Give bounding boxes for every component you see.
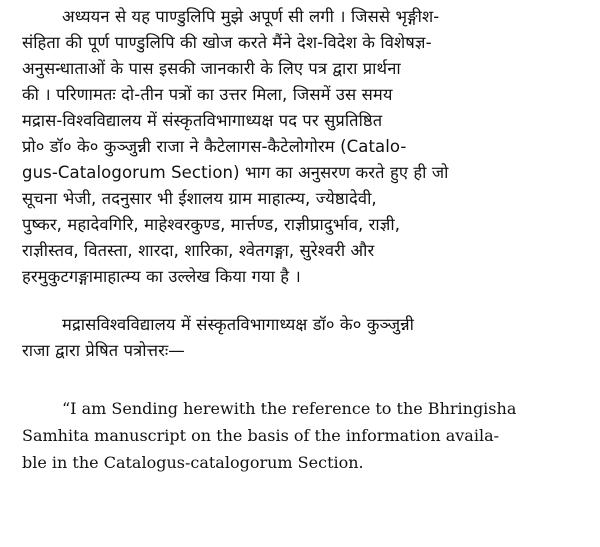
paragraph-1-line-9: पुष्कर, महादेवगिरि, माहेश्वरकुण्ड, मार्त्तण्ड, राज्ञीप्रादुर्भाव, राज्ञी, — [22, 215, 401, 234]
paragraph-1-line-4: की । परिणामतः दो-तीन पत्रों का उत्तर मिला, जिसमें उस समय — [22, 85, 393, 104]
paragraph-1-line-10: राज्ञीस्तव, वितस्ता, शारदा, शारिका, श्वेतगङ्गा, सुरेश्वरी और — [22, 241, 375, 260]
quote-line-3: ble in the Catalogus-catalogorum Section. — [22, 453, 364, 472]
paragraph-1-line-3: अनुसन्धाताओं के पास इसकी जानकारी के लिए पत्र द्वारा प्रार्थना — [22, 59, 401, 78]
quote-line-1: “I am Sending herewith the reference to the Bhringisha — [62, 399, 517, 418]
paragraph-1-line-11: हरमुकुटगङ्गामाहात्म्य का उल्लेख किया गया है । — [22, 267, 301, 286]
paragraph-1-line-8: सूचना भेजी, तदनुसार भी ईशालय ग्राम माहात्म्य, ज्येष्ठादेवी, — [22, 189, 377, 208]
paragraph-2-line-2: राजा द्वारा प्रेषित पत्रोत्तरः— — [22, 341, 185, 360]
paragraph-1-line-5: मद्रास-विश्वविद्यालय में संस्कृतविभागाध्यक्ष पद पर सुप्रतिष्ठित — [22, 111, 383, 130]
paragraph-1-line-2: संहिता की पूर्ण पाण्डुलिपि की खोज करते मैंने देश-विदेश के विशेषज्ञ- — [22, 33, 432, 52]
paragraph-2-line-1: मद्रासविश्वविद्यालय में संस्कृतविभागाध्यक्ष डॉ० के० कुञ्जुन्नी — [62, 315, 414, 334]
paragraph-1-line-7: gus-Catalogorum Section) भाग का अनुसरण करते हुए ही जो — [22, 163, 449, 182]
paragraph-1-line-6: प्रो० डॉ० के० कुञ्जुन्नी राजा ने कैटेलागस-कैटेलोगोरम (Catalo- — [22, 137, 407, 156]
paragraph-1-line-1: अध्ययन से यह पाण्डुलिपि मुझे अपूर्ण सी लगी । जिससे भृङ्गीश- — [62, 7, 440, 26]
quote-line-2: Samhita manuscript on the basis of the information availa- — [22, 426, 500, 445]
